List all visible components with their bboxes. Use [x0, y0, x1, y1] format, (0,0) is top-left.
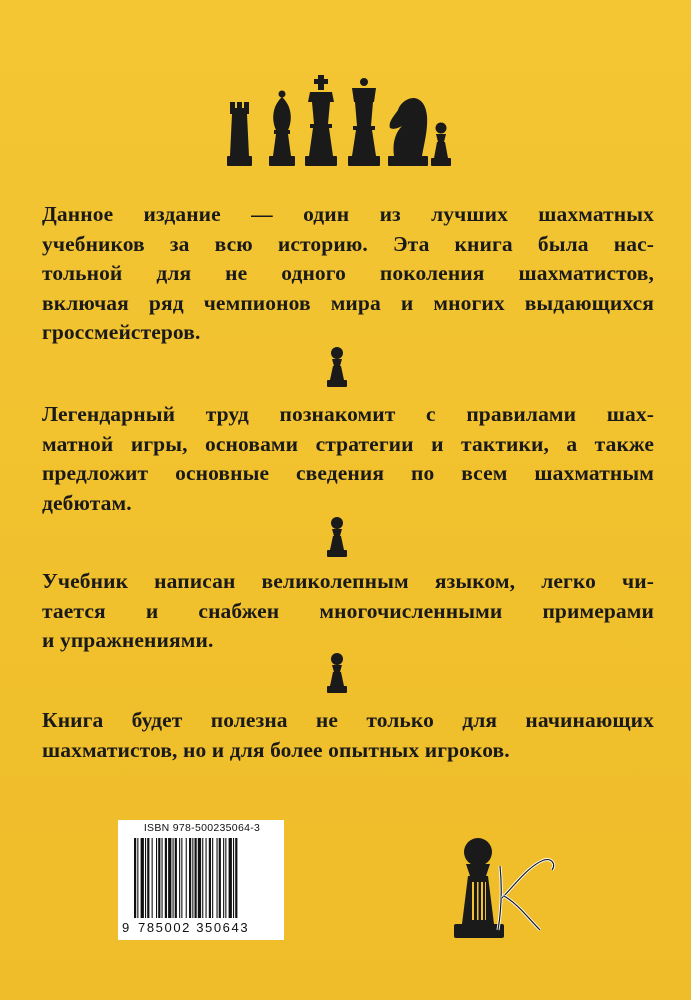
paragraph-2	[42, 400, 654, 518]
publisher-logo	[448, 826, 568, 946]
paragraph-line: Учебник написан великолепным языком, легко чи-	[42, 569, 654, 593]
isbn-label: ISBN 978-500235064-3	[143, 822, 261, 834]
chess-pieces-icon	[222, 72, 452, 172]
pawn-icon	[325, 516, 349, 558]
knight-icon	[388, 98, 428, 166]
paragraph-line: тается и снабжен многочисленными примерами	[42, 598, 654, 623]
pawn-separator	[325, 652, 349, 694]
paragraph-3	[42, 567, 654, 656]
chess-pieces-header	[222, 72, 452, 172]
paragraph-line: гроссмейстеров.	[42, 320, 201, 344]
king-icon	[305, 75, 337, 166]
paragraph-line: Данное издание — один из лучших шахматных	[42, 202, 654, 226]
queen-icon	[348, 78, 380, 166]
publisher-logo-icon	[448, 826, 568, 946]
paragraph-line: матной игры, основами стратегии и тактики, а также	[42, 431, 654, 456]
barcode-bars-icon	[134, 838, 274, 918]
paragraph-4	[42, 706, 654, 765]
ean-number: 785002 350643	[138, 920, 250, 935]
paragraph-line: тольной для не одного поколения шахматистов,	[42, 261, 654, 285]
pawn-icon	[325, 652, 349, 694]
paragraph-1	[42, 200, 654, 348]
paragraph-line: шахматистов, но и для более опытных игроков.	[42, 737, 510, 762]
paragraph-line: включая ряд чемпионов мира и многих выдающихся	[42, 290, 654, 315]
pawn-separator	[325, 516, 349, 558]
pawn-icon	[431, 123, 451, 167]
pawn-separator	[325, 346, 349, 388]
paragraph-line: предложит основные сведения по всем шахматным	[42, 461, 654, 485]
paragraph-line: и упражнениями.	[42, 628, 214, 652]
ean-first-digit: 9	[122, 920, 131, 935]
paragraph-line: учебников за всю историю. Эта книга была нас-	[42, 231, 654, 256]
barcode-icon	[134, 838, 274, 918]
bishop-icon	[269, 91, 295, 167]
pawn-icon	[325, 346, 349, 388]
isbn-barcode	[118, 820, 284, 940]
paragraph-line: Легендарный труд познакомит с правилами шах-	[42, 402, 654, 426]
paragraph-line: дебютам.	[42, 490, 132, 515]
paragraph-line: Книга будет полезна не только для начинающих	[42, 708, 654, 732]
rook-icon	[227, 102, 252, 166]
